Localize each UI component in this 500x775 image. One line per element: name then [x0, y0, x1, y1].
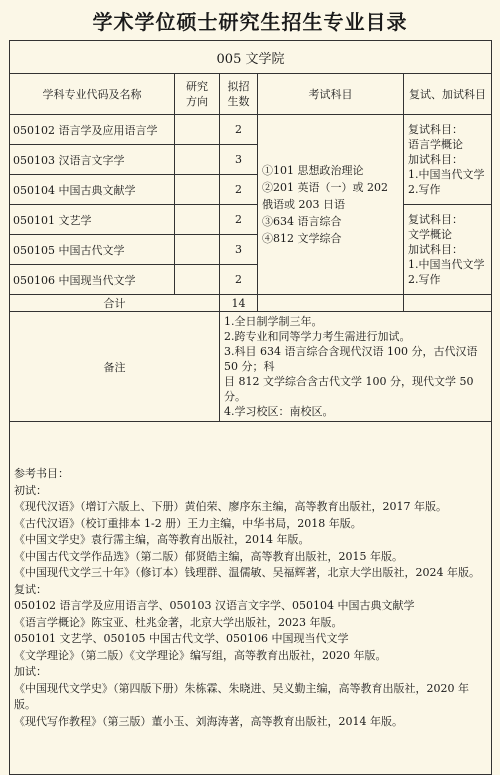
direction-cell	[175, 115, 220, 145]
reference-line: 050101 文艺学、050105 中国古代文学、050106 中国现当代文学	[14, 632, 349, 645]
header-quota-line1: 拟招	[227, 80, 250, 93]
major-name: 050101 文艺学	[10, 205, 175, 235]
header-quota-line2: 生数	[227, 95, 250, 108]
notes-label: 备注	[10, 312, 220, 422]
total-value: 14	[220, 295, 258, 312]
retest-line: 语言学概论	[408, 138, 463, 151]
total-empty-cell	[404, 295, 492, 312]
table-row	[10, 205, 492, 235]
notes-list	[220, 312, 492, 422]
major-name: 050104 中国古典文献学	[10, 175, 175, 205]
page-title: 学术学位硕士研究生招生专业目录	[92, 10, 408, 34]
note-item: 2.跨专业和同等学力考生需进行加试。	[224, 330, 411, 343]
reference-line: 复试：	[14, 582, 47, 596]
quota-cell: 2	[220, 175, 258, 205]
references-cell	[10, 422, 492, 775]
header-exam: 考试科目	[258, 74, 404, 115]
notes-row	[10, 312, 492, 422]
retest-group-2	[404, 205, 492, 295]
reference-line: 《现代写作教程》（第三版）董小玉、刘海涛著，高等教育出版社，2014 年版。	[14, 714, 403, 728]
exam-line: ②201 英语（一）或 202	[262, 181, 388, 194]
header-direction-line2: 方向	[186, 95, 208, 108]
direction-cell	[175, 175, 220, 205]
retest-line: 复试科目：	[408, 213, 463, 226]
reference-line: 《现代汉语》（增订六版上、下册）黄伯荣、廖序东主编，高等教育出版社，2017 年版。	[14, 500, 447, 513]
header-quota	[220, 74, 258, 115]
reference-line: 初试：	[14, 483, 47, 497]
major-name: 050102 语言学及应用语言学	[10, 115, 175, 145]
note-item: 3.科目 634 语言综合含现代汉语 100 分，古代汉语 50 分；科	[224, 345, 478, 373]
header-direction	[175, 74, 220, 115]
retest-line: 加试科目：	[408, 243, 463, 256]
direction-cell	[175, 145, 220, 175]
quota-cell: 2	[220, 205, 258, 235]
reference-line: 《语言学概论》陈宝亚、杜兆金著，北京大学出版社，2023 年版。	[14, 615, 343, 629]
quota-cell: 2	[220, 115, 258, 145]
reference-line: 050102 语言学及应用语言学、050103 汉语言文字学、050104 中国古典文献学	[14, 599, 415, 612]
reference-line: 《中国现代文学史》（第四版下册）朱栋霖、朱晓进、吴义勤主编，高等教育出版社，2020 年	[14, 681, 469, 695]
reference-line: 《中国文学史》袁行霈主编，高等教育出版社，2014 年版。	[14, 533, 310, 546]
note-item: 1.全日制学制三年。	[224, 315, 323, 328]
reference-line: 版。	[14, 698, 36, 711]
header-retest: 复试、加试科目	[404, 74, 492, 115]
major-name: 050103 汉语言文字学	[10, 145, 175, 175]
retest-line: 2.写作	[408, 273, 441, 286]
reference-line: 《中国古代文学作品选》（第二版）郁贤皓主编，高等教育出版社，2015 年版。	[14, 549, 403, 563]
header-major: 学科专业代码及名称	[10, 74, 175, 115]
note-item: 4.学习校区：南校区。	[224, 405, 334, 418]
retest-group-1	[404, 115, 492, 205]
note-item: 目 812 文学综合含古代文学 100 分，现代文学 50 分。	[224, 375, 474, 403]
exam-line: ③634 语言综合	[262, 215, 342, 228]
reference-line: 参考书目：	[14, 467, 69, 480]
reference-line: 《中国现代文学三十年》（修订本）钱理群、温儒敏、吴福辉著，北京大学出版社，2024 年版。	[14, 566, 480, 579]
retest-line: 文学概论	[408, 228, 452, 241]
major-name: 050105 中国古代文学	[10, 235, 175, 265]
major-name: 050106 中国现当代文学	[10, 265, 175, 295]
retest-line: 加试科目：	[408, 153, 463, 166]
reference-line: 《古代汉语》（校订重排本 1-2 册）王力主编，中华书局，2018 年版。	[14, 516, 362, 530]
reference-line: 《文学理论》（第二版）《文学理论》编写组，高等教育出版社，2020 年版。	[14, 648, 387, 662]
direction-cell	[175, 205, 220, 235]
retest-line: 复试科目：	[408, 123, 463, 136]
header-direction-line1: 研究	[186, 80, 208, 93]
direction-cell	[175, 265, 220, 295]
exam-line: 俄语或 203 日语	[262, 198, 345, 211]
total-row	[10, 295, 492, 312]
quota-cell: 2	[220, 265, 258, 295]
total-empty-cell	[258, 295, 404, 312]
table-header-row	[10, 74, 492, 115]
references-row	[10, 422, 492, 775]
quota-cell: 3	[220, 235, 258, 265]
catalog-table	[9, 40, 492, 775]
table-row	[10, 115, 492, 145]
exam-line: ④812 文学综合	[262, 232, 342, 245]
retest-line: 2.写作	[408, 183, 441, 196]
college-name: 005 文学院	[10, 41, 492, 74]
exam-line: ①101 思想政治理论	[262, 164, 364, 177]
quota-cell: 3	[220, 145, 258, 175]
retest-line: 1.中国当代文学	[408, 168, 485, 181]
retest-line: 1.中国当代文学	[408, 258, 485, 271]
reference-line: 加试：	[14, 665, 47, 678]
total-label: 合计	[10, 295, 220, 312]
direction-cell	[175, 235, 220, 265]
exam-subjects	[258, 115, 404, 295]
